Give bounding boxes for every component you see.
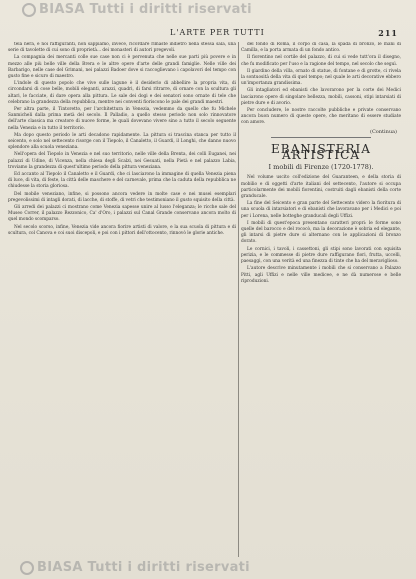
- running-title: L'ARTE PER TUTTI: [170, 28, 265, 37]
- paragraph: La compagnia dei mercanti colle sue case non ci è pervenuta che nelle sue parti più povere e in mezzo alle più belle ville della Brera e le altre opere d'arte delle grandi famiglie. Nelle ville dei Barbarigo, nelle case del Grimani, nei palazzi Badoer dove si raccoglievano i capolavori del tempo con gusto fine e sicuro di maestro.: [8, 55, 236, 80]
- paragraph: Per altra parte, il Tintoretto, per l'architettura in Venezia, vedemmo da quello che fu Michele Sanmicheli dalla prima metà del secolo. Il Palladio, a quello stesso periodo non solo rinnovatore dell'arte classica ma creatore di nuove forme, le quali dovevano vivere sino a tutto il secolo seguente nella Venezia e in tutto il territorio.: [8, 107, 236, 131]
- watermark-text: BIASA Tutti i diritti riservati: [39, 2, 252, 17]
- section-subtitle: I mobili di Firenze (1720-1778).: [268, 163, 374, 172]
- paragraph: I mobili di quest'epoca presentano caratteri propri: le forme sono quelle del barocco e del rococò, ma la decorazione è sobria ed elegante, gli intarsi di pietre dure si alternano con le applicazioni di bronzo dorato.: [241, 220, 401, 245]
- watermark-top: [22, 2, 252, 17]
- watermark-bottom: [20, 560, 250, 575]
- left-column: [8, 42, 236, 562]
- paragraph: Ma dopo questo periodo le arti decadono rapidamente. La pittura si trascina stanca per tutto il seicento, e solo nel settecento risorge con il Tiepolo, il Canaletto, il Guardi, il Longhi, che danno nuovo splendore alla scuola veneziana.: [8, 132, 236, 151]
- paragraph: tela nera, e noi raffiguranti, non sappiamo, invece, ricordare rimaste indietro nella stessa sala, una serie di tavolette di cui sono di proprietà... dei monasteri di autori pregevoli.: [8, 42, 236, 54]
- paragraph: Ed accanto al Tiepolo il Canaletto e il Guardi, che ci lasciarono la immagine di quella Venezia piena di luce, di vita, di feste, la città delle maschere e del carnevale, prima che la caduta della repubblica ne chiudesse la storia gloriosa.: [8, 172, 236, 190]
- section-title: EBANISTERIA ARTISTICA: [271, 141, 371, 163]
- right-column: [241, 42, 401, 562]
- paragraph: Le cornici, i tavoli, i cassettoni, gli stipi sono lavorati con squisita perizia, e le commesse di pietre dure raffigurano fiori, frutta, uccelli, paesaggi, con una verità ed una finezza di tinte che ha del meraviglioso.: [241, 246, 401, 265]
- watermark-text: BIASA Tutti i diritti riservati: [37, 560, 250, 575]
- paragraph: Il giardino della villa, ornato di statue, di fontane e di grotte, ci rivela la sontuosità della vita di quel tempo; nel quale le arti decorative ebbero un'importanza grandissima.: [241, 68, 401, 87]
- page-number: 211: [378, 28, 398, 38]
- paragraph: L'autore descrive minutamente i mobili che si conservano a Palazzo Pitti, agli Uffizi e nelle ville medicee, e ne dà numerose e belle riproduzioni.: [241, 266, 401, 284]
- column-divider: [238, 42, 239, 557]
- section-divider: [271, 137, 371, 138]
- watermark-logo-icon: [22, 3, 36, 17]
- paragraph: La fine del Seicento e gran parte del Settecento videro la fioritura di una scuola di intarsiatori e di ebanisti che lavoravano per i Medici e poi per i Lorena, nelle botteghe granducali degli Uffizi.: [241, 201, 401, 219]
- paragraph: Del mobile veneziano, infine, si possono ancora vedere in molte case e nei musei esemplari pregevolissimi di intagli dorati, di lacche, di stoffe, di vetri che testimoniano il gusto squisito della città.: [8, 191, 236, 203]
- page-header: [20, 28, 398, 42]
- paragraph: Gli arredi dei palazzi ci mostrano come Venezia sapesse unire al lusso l'eleganza; le ricche sale del Museo Correr, il palazzo Rezzonico, Ca' d'Oro, i palazzi sul Canal Grande conservano ancora molto di quel mondo scomparso.: [8, 205, 236, 223]
- watermark-logo-icon: [20, 561, 34, 575]
- paragraph: Nel volume uscito coll'edizione del Guaranteen, e della storia di mobilio e di oggetti d'arte italiani del settecento, l'autore si occupa particolarmente dei mobili fiorentini, costruiti dagli ebanisti della corte granducale.: [241, 175, 401, 200]
- paragraph: Nell'opera del Tiepolo in Venezia e nel suo territorio, nelle ville della Brenta, dei colli Euganei, nei palazzi di Udine, di Vicenza, nella chiesa degli Scalzi, nei Gesuati, nella Pietà e nel palazzo Labia, troviamo la grandezza di quest'ultimo periodo della pittura veneziana.: [8, 152, 236, 170]
- paragraph: L'indole di questo popolo che vive sulle lagune è il desiderio di abbellire la propria vita, di circondarsi di cose belle, mobili eleganti, arazzi, quadri, di farsi ritrarre, di ornare con la scultura gli altari, le facciate, di dare opera alla pittura. Le sale dei dogi e dei senatori sono ornate di tele che celebrano la grandezza della repubblica, mentre nei conventi fioriscono le pale dei grandi maestri.: [8, 81, 236, 105]
- paragraph: Nel secolo scorso, infine, Venezia vide ancora fiorire artisti di valore, e la sua scuola di pittura e di scultura, col Canova e coi suoi discepoli, e poi con i pittori dell'ottocento, rinnovò le glorie antiche.: [8, 224, 236, 236]
- paragraph: del fondo di Roma, il corpo di casa, la spada di bronzo, le mani di Camilla, e la porta armata di un fondo antico.: [241, 42, 401, 54]
- paragraph: Gli intagliatori ed ebanisti che lavorarono per la corte dei Medici lasciarono opere di singolare bellezza, mobili, cassoni, stipi intarsiati di pietre dure e di avorio.: [241, 88, 401, 106]
- paragraph: Per concludere, le nostre raccolte pubbliche e private conservano ancora buon numero di queste opere, che meritano di essere studiate con amore.: [241, 108, 401, 126]
- continued-note: (Continua): [370, 128, 397, 135]
- paragraph: Il fiorentino nel cortile del palazzo, di cui si vede tutt'ora il disegno, che fu modificato per l'uso e la ragione del tempo, nel secolo che seguì.: [241, 55, 401, 67]
